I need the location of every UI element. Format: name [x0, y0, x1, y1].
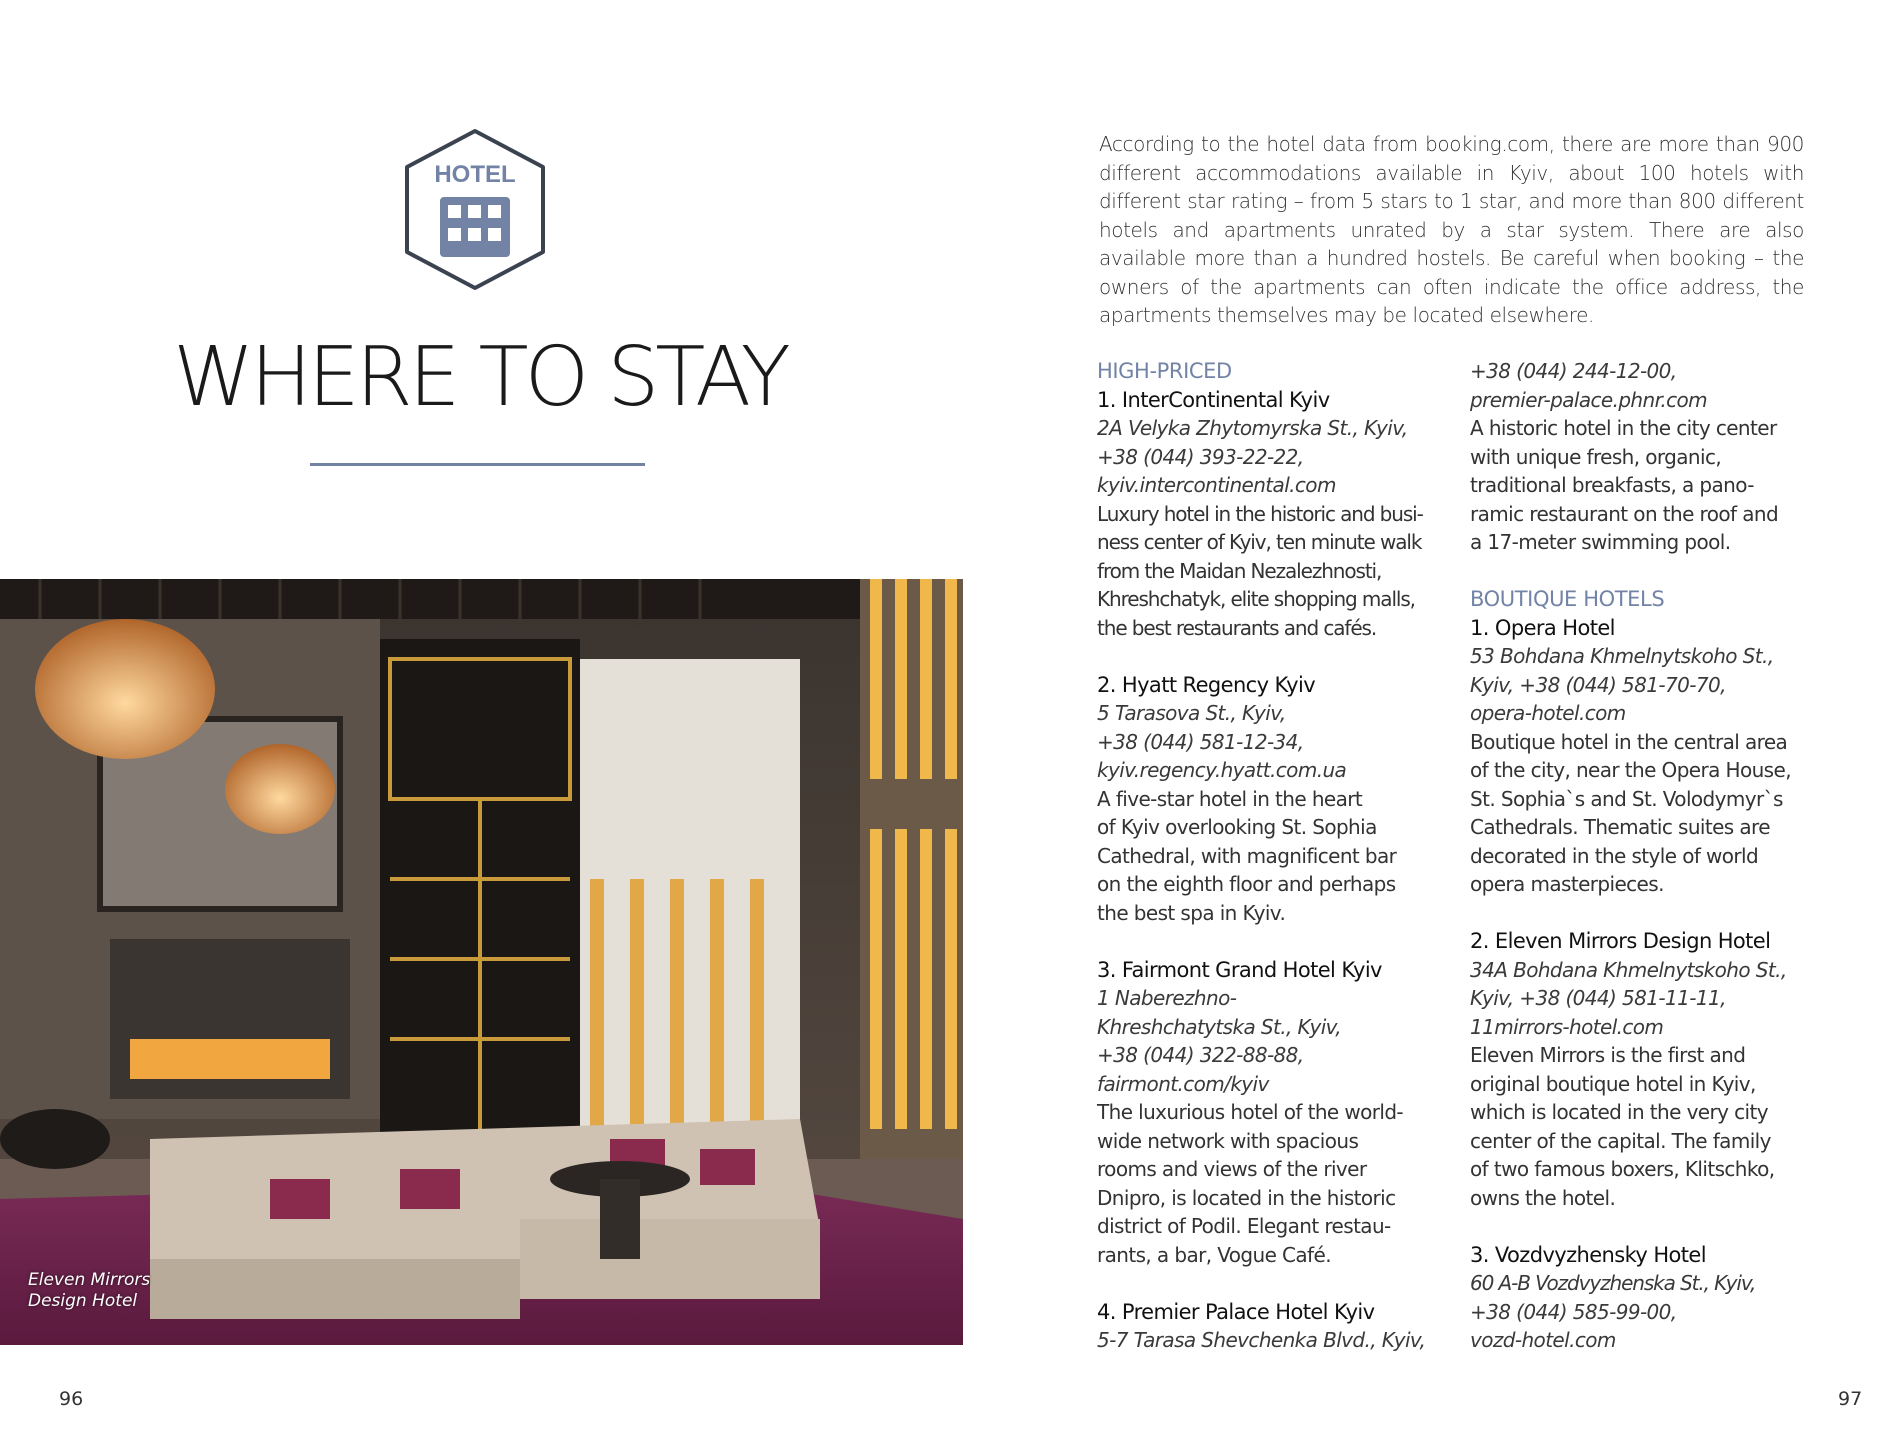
hotel-description-line: Boutique hotel in the central area — [1470, 729, 1788, 754]
hotel-description-line: on the eighth floor and perhaps — [1097, 872, 1396, 896]
hotel-phone: Kyiv, +38 (044) 581-11-11, — [1470, 986, 1726, 1010]
hotel-phone: +38 (044) 322-88-88, — [1097, 1043, 1304, 1067]
hotel-address: 5-7 Tarasa Shevchenka Blvd., Kyiv, — [1097, 1328, 1426, 1352]
hotel-phone: Kyiv, +38 (044) 581-70-70, — [1470, 672, 1726, 697]
hotel-description-line: Eleven Mirrors is the first and — [1470, 1043, 1746, 1067]
hotel-icon-label: HOTEL — [434, 161, 516, 188]
hotel-description-line: Luxury hotel in the historic and busi- — [1097, 501, 1423, 526]
section-heading-boutique: BOUTIQUE HOTELS — [1470, 587, 1665, 611]
intro-paragraph: According to the hotel data from booking.com, there are more than 900 different accommodations available in Kyiv, about 100 hotels with different star rating – from 5 stars to 1 star, and more than 800 different hotels and apartments unrated by a star system. There are also available more than a hundred hostels. Be careful when booking – the owners of the apartments can often indicate the office address, the apartments themselves may be located elsewhere. — [1099, 132, 1804, 327]
hotel-phone: +38 (044) 581-12-34, — [1097, 729, 1304, 754]
hotel-description-line: traditional breakfasts, a pano- — [1470, 473, 1754, 497]
hotel-description-line: rooms and views of the river — [1097, 1157, 1367, 1181]
hotel-building-icon — [400, 127, 550, 292]
hotel-phone: +38 (044) 244-12-00, — [1470, 359, 1677, 383]
photo-caption — [28, 1270, 150, 1312]
photo-caption-line-2: Design Hotel — [28, 1291, 138, 1311]
hotel-name: 1. InterContinental Kyiv — [1097, 387, 1330, 412]
hotel-description-line: original boutique hotel in Kyiv, — [1470, 1071, 1756, 1096]
hotel-description-line: owns the hotel. — [1470, 1185, 1616, 1210]
hotel-description-line: Khreshchatyk, elite shopping malls, — [1097, 587, 1415, 611]
hotel-name: 2. Hyatt Regency Kyiv — [1097, 672, 1316, 697]
hotel-address: 1 Naberezhno- — [1097, 986, 1237, 1010]
photo-caption-line-1: Eleven Mirrors — [28, 1270, 151, 1290]
hotel-description-line: district of Podil. Elegant restau- — [1097, 1214, 1391, 1238]
hotel-website[interactable]: opera-hotel.com — [1470, 701, 1626, 725]
hotel-address: 5 Tarasova St., Kyiv, — [1097, 701, 1286, 725]
page-number-left: 96 — [59, 1388, 84, 1410]
hotel-address: Khreshchatytska St., Kyiv, — [1097, 1014, 1342, 1039]
hotel-description-line: from the Maidan Nezalezhnosti, — [1097, 558, 1382, 583]
hotel-address: 34A Bohdana Khmelnytskoho St., — [1470, 957, 1787, 982]
hotel-description-line: A historic hotel in the city center — [1470, 416, 1777, 440]
hotel-website[interactable]: kyiv.intercontinental.com — [1097, 473, 1336, 497]
hotel-description-line: The luxurious hotel of the world- — [1097, 1100, 1404, 1124]
page-number-right: 97 — [1838, 1388, 1863, 1410]
hotel-address: 2A Velyka Zhytomyrska St., Kyiv, — [1097, 416, 1408, 440]
hotel-description-line: rants, a bar, Vogue Café. — [1097, 1242, 1331, 1267]
hotel-description-line: which is located in the very city — [1470, 1100, 1768, 1124]
hotel-description-line: of the city, near the Opera House, — [1470, 758, 1791, 782]
hotel-description-line: center of the capital. The family — [1470, 1128, 1771, 1153]
hotel-website[interactable]: kyiv.regency.hyatt.com.ua — [1097, 758, 1347, 782]
hotel-name: 2. Eleven Mirrors Design Hotel — [1470, 929, 1771, 953]
hotel-name: 1. Opera Hotel — [1470, 615, 1615, 640]
hotel-lobby-photo — [0, 579, 963, 1345]
hotel-phone: +38 (044) 585-99-00, — [1470, 1299, 1677, 1324]
hotel-description-line: opera masterpieces. — [1470, 872, 1664, 896]
title-underline — [310, 463, 645, 466]
hotel-website[interactable]: vozd-hotel.com — [1470, 1328, 1616, 1352]
hotel-description-line: of Kyiv overlooking St. Sophia — [1097, 815, 1377, 839]
hotel-description-line: A five-star hotel in the heart — [1097, 786, 1363, 811]
hotel-list-column-left — [1097, 357, 1437, 1355]
hotel-name: 3. Fairmont Grand Hotel Kyiv — [1097, 957, 1382, 982]
hotel-description-line: Cathedral, with magnificent bar — [1097, 843, 1397, 868]
page-title: WHERE TO STAY — [173, 330, 787, 425]
hotel-description-line: Cathedrals. Thematic suites are — [1470, 815, 1770, 839]
section-heading-high-priced: HIGH-PRICED — [1097, 359, 1232, 383]
hotel-description-line: ness center of Kyiv, ten minute walk — [1097, 530, 1422, 554]
hotel-description-line: with unique fresh, organic, — [1470, 444, 1722, 469]
hotel-name: 4. Premier Palace Hotel Kyiv — [1097, 1299, 1375, 1324]
hotel-description-line: Dnipro, is located in the historic — [1097, 1185, 1396, 1210]
hotel-description-line: a 17-meter swimming pool. — [1470, 530, 1731, 554]
hotel-phone: +38 (044) 393-22-22, — [1097, 444, 1304, 469]
hotel-name: 3. Vozdvyzhensky Hotel — [1470, 1242, 1706, 1267]
hotel-description-line: St. Sophia`s and St. Volodymyr`s — [1470, 786, 1783, 811]
hotel-address: 60 A-B Vozdvyzhenska St., Kyiv, — [1470, 1271, 1756, 1295]
hotel-description-line: ramic restaurant on the roof and — [1470, 501, 1779, 526]
hotel-description-line: decorated in the style of world — [1470, 843, 1759, 868]
hotel-website[interactable]: premier-palace.phnr.com — [1470, 387, 1708, 412]
hotel-address: 53 Bohdana Khmelnytskoho St., — [1470, 644, 1774, 668]
hotel-website[interactable]: fairmont.com/kyiv — [1097, 1071, 1269, 1096]
hotel-description-line: wide network with spacious — [1097, 1128, 1359, 1153]
hotel-website[interactable]: 11mirrors-hotel.com — [1470, 1014, 1664, 1039]
hotel-description-line: the best restaurants and cafés. — [1097, 615, 1377, 640]
hotel-description-line: the best spa in Kyiv. — [1097, 900, 1286, 925]
hotel-description-line: of two famous boxers, Klitschko, — [1470, 1157, 1775, 1181]
hotel-list-column-right — [1470, 357, 1810, 1355]
